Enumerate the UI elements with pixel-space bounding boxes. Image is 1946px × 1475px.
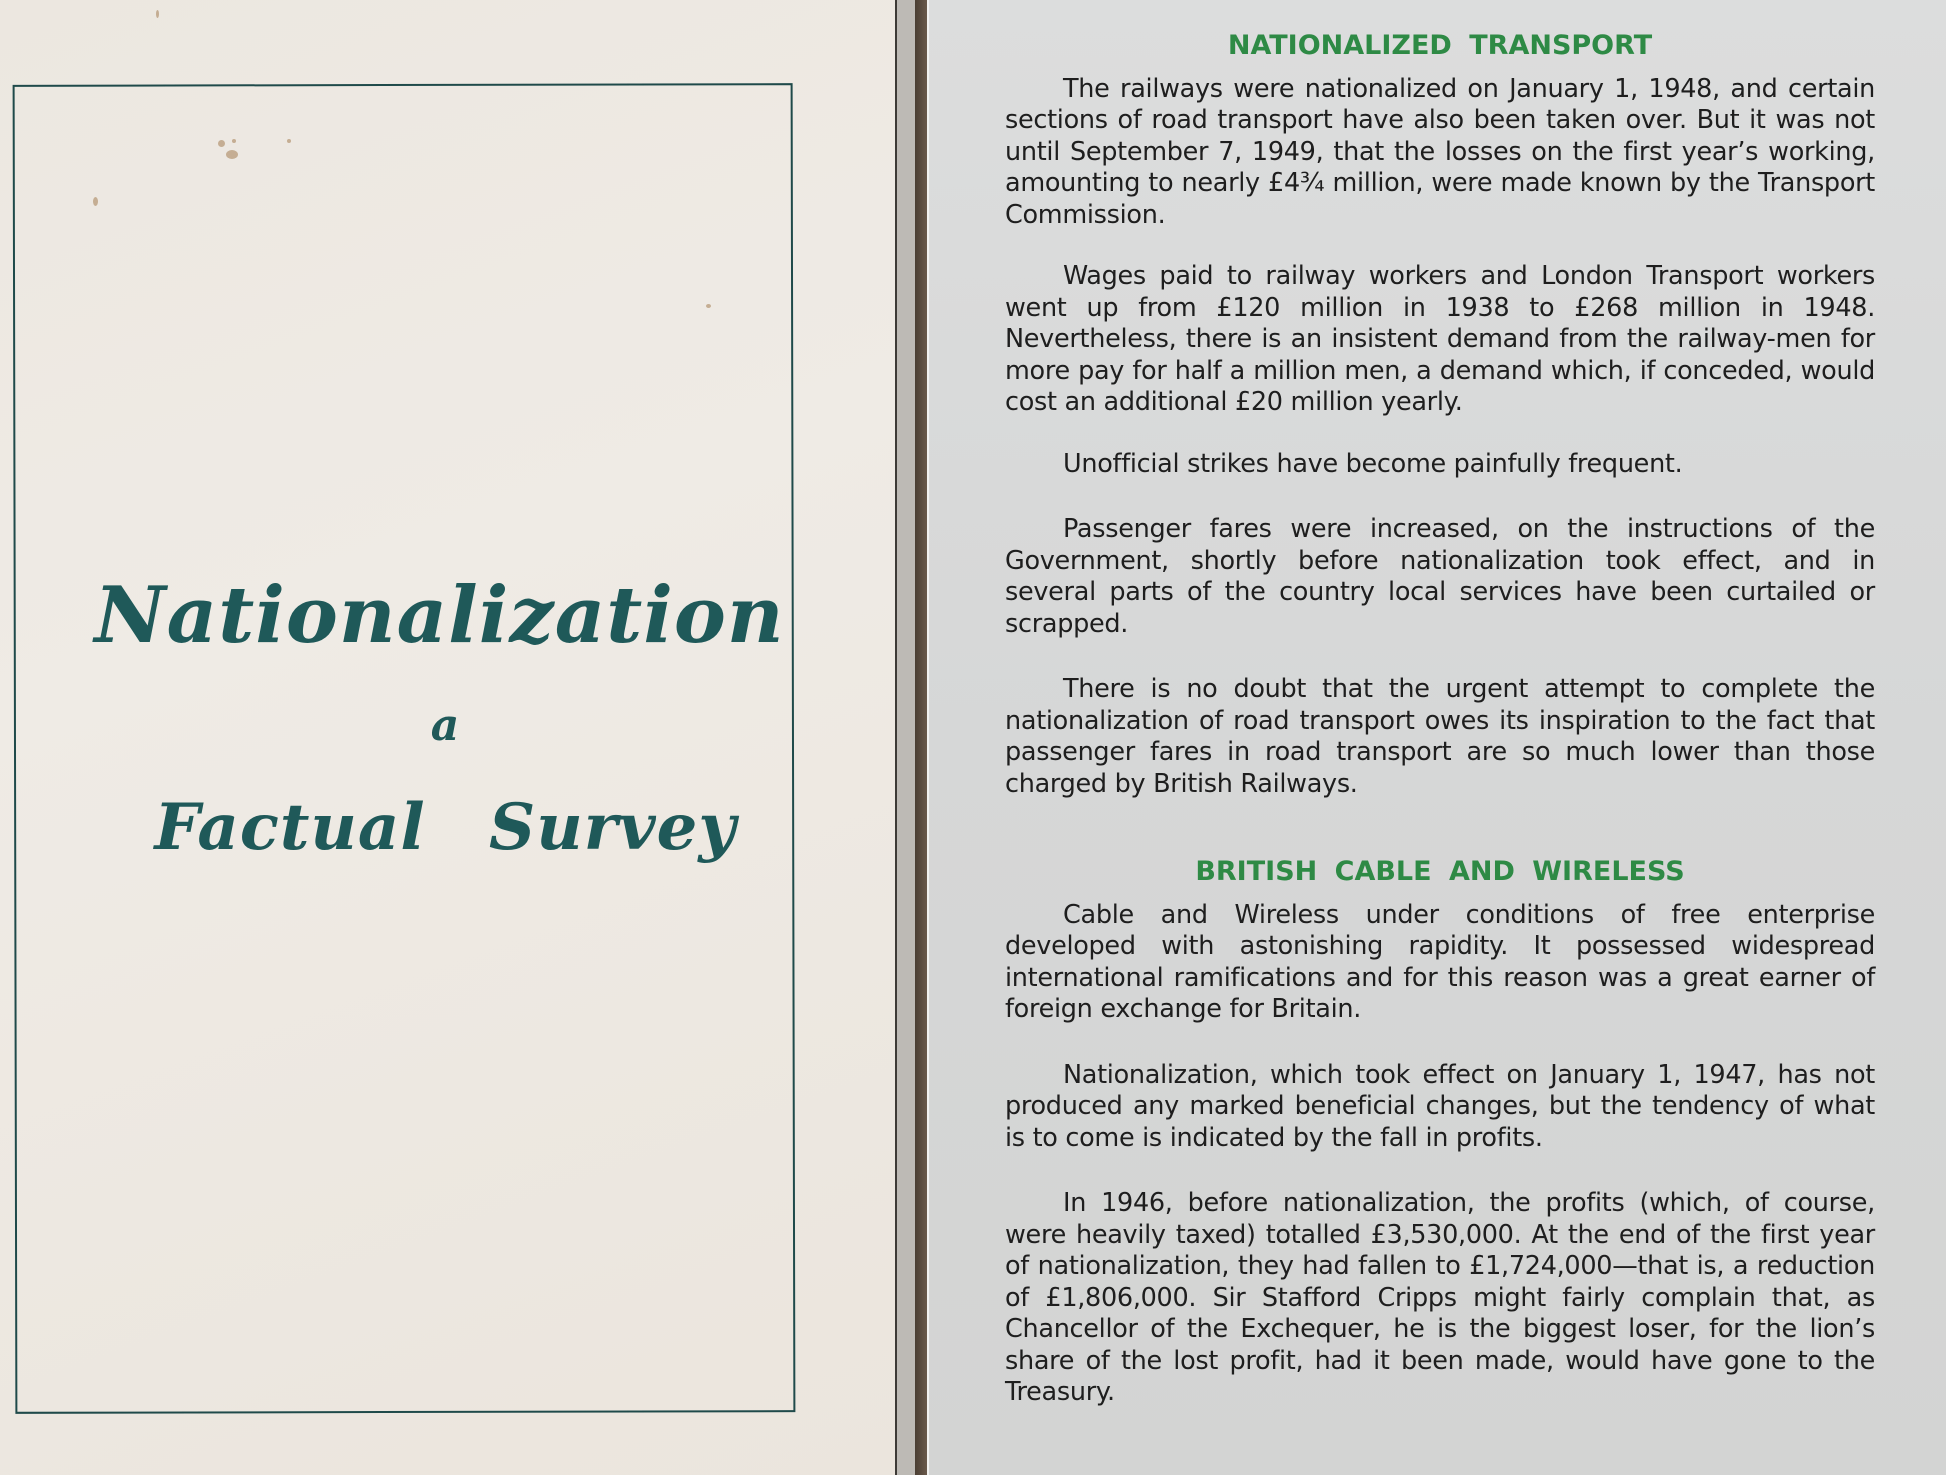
foxing-spot bbox=[93, 197, 98, 206]
foxing-spot bbox=[156, 10, 159, 18]
cover-page bbox=[0, 0, 895, 1475]
foxing-spot bbox=[287, 139, 291, 143]
paragraph: The railways were nationalized on January 1, 1948, and certain sections of road transport have also been taken over. But it was not until September 7, 1949, that the losses on the first year’s working, amounting to nearly £4¾ million, were made known by the Transport Commission. bbox=[1005, 73, 1875, 230]
page-content bbox=[1005, 30, 1875, 1443]
foxing-spot bbox=[226, 150, 238, 159]
foxing-spot bbox=[218, 140, 225, 147]
paragraph: There is no doubt that the urgent attempt to complete the nationalization of road transport owes its inspiration to the fact that passenger fares in road transport are so much lower than those charged by British Railways. bbox=[1005, 674, 1875, 799]
paragraph: Passenger fares were increased, on the instructions of the Government, shortly before nationalization took effect, and in several parts of the country local services have been curtailed or scrapped. bbox=[1005, 514, 1875, 639]
paragraph: Nationalization, which took effect on January 1, 1947, has not produced any marked beneficial changes, but the tendency of what is to come is indicated by the fall in profits. bbox=[1005, 1059, 1875, 1153]
spine-shadow bbox=[915, 0, 927, 1475]
cover-title-factual-survey: Factual Survey bbox=[154, 790, 737, 865]
cover-title-nationalization: Nationalization bbox=[94, 570, 785, 661]
section-heading-nationalized-transport: NATIONALIZED TRANSPORT bbox=[1227, 30, 1653, 61]
paragraph: Cable and Wireless under conditions of free enterprise developed with astonishing rapidity. It possessed widespread international ramifications and for this reason was a great earner of foreign exchange for Britain. bbox=[1005, 899, 1875, 1024]
paragraph: Unofficial strikes have become painfully frequent. bbox=[1063, 448, 1683, 479]
cover-title-a: a bbox=[430, 700, 461, 751]
paragraph: In 1946, before nationalization, the profits (which, of course, were heavily taxed) totalled £3,530,000. At the end of the first year of nationalization, they had fallen to £1,724,000—that is, a reduction of £1,806,000. Sir Stafford Cripps might fairly complain that, as Chancellor of the Exchequer, he is the biggest loser, for the lion’s share of the lost profit, had it been made, would have gone to the Treasury. bbox=[1005, 1188, 1875, 1407]
foxing-spot bbox=[232, 139, 236, 143]
text-page bbox=[927, 0, 1946, 1475]
paragraph: Wages paid to railway workers and London Transport workers went up from £120 million in 1938 to £268 million in 1948. Nevertheless, there is an insistent demand from the railway-men for more pay for half a million men, a demand which, if conceded, would cost an additional £20 million yearly. bbox=[1005, 261, 1875, 417]
section-heading-cable-and-wireless: BRITISH CABLE AND WIRELESS bbox=[1195, 856, 1685, 887]
page-gap bbox=[895, 0, 917, 1475]
foxing-spot bbox=[706, 304, 711, 308]
